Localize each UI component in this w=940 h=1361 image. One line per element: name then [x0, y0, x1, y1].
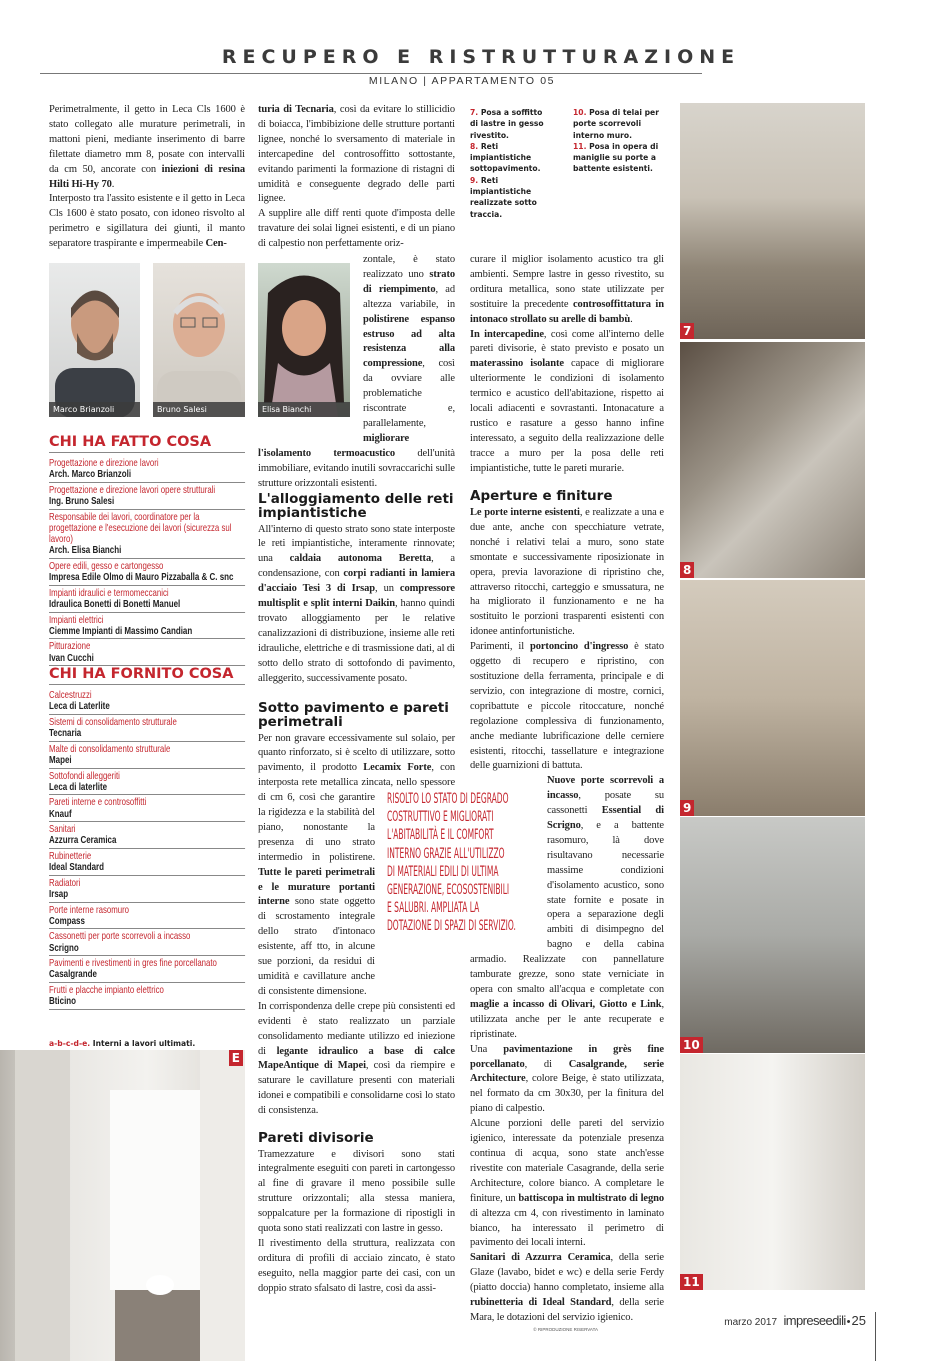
text-run: Il rivestimento della struttura, realizzata con orditura di profili di acciaio zincato, è stato eseguito, nella maggior parte dei casi, con un doppio strato sfalsato di lastre, così da assi-	[258, 1237, 455, 1294]
credits-box-chi-ha-fornito	[49, 666, 245, 1038]
section-heading: Sotto pavimento e pareti perimetrali	[258, 699, 449, 730]
photo-badge: 7	[680, 323, 694, 339]
text-run: A supplire alle diff renti quote d'imposta delle travature dei solai lignei esistenti, e di un piano di calpestio non perfettamente oriz-	[258, 208, 455, 250]
photo-captions-right	[573, 107, 665, 175]
text-run: , così come all'interno delle pareti divisorie, è stato previsto e posato un	[470, 328, 664, 355]
text-run: In corrispondenza delle crepe più consistenti ed evidenti è stato realizzato un parziale consolidamento mediante utilizzo ed iniezione di	[258, 1000, 455, 1057]
credit-name: Ing. Bruno Salesi	[49, 495, 115, 508]
text-run: è stato oggetto di recupero e ripristino, con sostituzione della ferramenta, principale e di servizio, con integrazione di mostre, cornici, copribattute e piccole ritoccature, nonché regolazione complessiva di funzionamento, anche mediante lubrificazione delle cerniere esistenti, ritocchi, tassellature e integrazione delle guarnizioni di battuta.	[470, 641, 664, 772]
credit-item	[49, 559, 245, 586]
section-title: RECUPERO E RISTRUTTURAZIONE	[221, 46, 741, 68]
bold-text: portoncino d'ingresso	[529, 641, 629, 653]
bold-text: maglie a incasso di Olivari, Giotto e Link	[470, 998, 662, 1010]
text-run: Tramezzature e divisori sono stati integralmente eseguiti con pareti in cartongesso al fine di gravare il meno possibile sulle strutture orizzontali; alla stessa maniera, soppalcature per la formazione di ripostigli in quota sono stati realizzati con lastre in gesso.	[258, 1148, 455, 1235]
portrait-float	[258, 253, 363, 433]
credit-name: Azzurra Ceramica	[49, 834, 117, 847]
text-run: , di	[524, 1058, 569, 1070]
text-run: Per non gravare eccessivamente sul solaio, per quanto rinforzato, si è scelto di utilizzare, sotto pavimento, il prodotto	[258, 732, 455, 774]
credit-role: Sistemi di consolidamento strutturale	[49, 716, 177, 728]
credit-role: Impianti idraulici e termomeccanici	[49, 587, 169, 599]
bold-text: pavimentazione in grès fine porcellanato	[470, 1043, 664, 1070]
text-run: , un	[375, 583, 400, 595]
caption-number: 9.	[470, 175, 479, 185]
column-2-section-alloggiamento	[258, 492, 455, 701]
credit-role: Porte interne rasomuro	[49, 904, 130, 916]
column-3-text-top	[470, 253, 664, 489]
paragraph	[470, 253, 664, 328]
column-3-section-aperture	[470, 489, 664, 774]
paragraph	[258, 1148, 455, 1237]
text-run: , ad altezza variabile, in	[363, 283, 456, 310]
photo-caption	[470, 175, 550, 220]
paragraph	[470, 640, 664, 774]
portrait-row	[49, 263, 245, 417]
text-run: , posate su cassonetti	[547, 790, 664, 817]
column-2-text-top	[258, 103, 455, 253]
credit-name: Scrigno	[49, 941, 79, 954]
paragraph	[49, 192, 245, 252]
credit-name: Impresa Edile Olmo di Mauro Pizzaballa & C. snc	[49, 571, 234, 584]
section-heading: Pareti divisorie	[258, 1129, 374, 1146]
paragraph	[470, 1117, 664, 1251]
text-run: , così da ovviare alle problematiche riscontrate e, parallelamente,	[363, 358, 455, 429]
page-footer	[700, 1312, 866, 1330]
credit-name: Knauf	[49, 807, 72, 820]
photo-caption	[470, 107, 550, 141]
bold-text: materassino isolante	[470, 358, 564, 370]
text-run: , della serie Glaze (lavabo, bidet e wc) e della serie Ferdy (piatto doccia) hanno completato, insieme alla	[470, 1252, 664, 1294]
bold-text: Le porte interne esistenti	[470, 507, 580, 518]
bold-text: migliorare l'isolamento termoacustico	[258, 432, 410, 459]
photo-captions-left	[470, 107, 550, 220]
paragraph	[470, 1251, 664, 1326]
bold-text: legante idraulico a base di calce MapeAntique di Mapei	[258, 1045, 455, 1072]
caption-text: Reti impiantistiche sottopavimento.	[470, 141, 541, 174]
footer-separator: •	[846, 1316, 851, 1328]
text-run: capace di migliorare ulteriormente le condizioni di isolamento termico e acustico dell'abitazione, rispetto ai locali adiacenti e sovrastanti. Intonacature a rustico e rasature a gesso hanno infine interessato, a seguito della realizzazione delle tracce a muro per la posa delle reti impiantistiche, tutte le pareti murarie.	[470, 358, 664, 474]
text-run: , e realizzate a una e due ante, anche con specchiature vetrate, nonché i relativi telai a muro, sono state smontate e successivamente riposizionate in opera, previa lavorazione di ripristino che, attraverso ritocchi, carteggio e smussatura, ne ha migliorato il funzionamento e ne ha sostituito le porzioni trasparenti esistenti con idonee antinfortunistiche.	[470, 507, 664, 638]
credit-role: Pavimenti e rivestimenti in gres fine porcellanato	[49, 958, 217, 970]
portrait-caption: Elisa Bianchi	[258, 402, 350, 417]
portrait-image	[153, 263, 245, 417]
photo-badge: 9	[680, 800, 694, 816]
text-run: , della serie Mara, le dotazioni del servizio igienico.	[470, 1297, 664, 1323]
credit-name: Tecnaria	[49, 727, 82, 740]
portrait-image	[49, 263, 140, 417]
credit-item	[49, 876, 245, 903]
text-run: Perimetralmente, il getto in Leca Cls 1600 è stato collegato alle murature perimetrali, in mattoni pieni, mediante inserimento di barre filettate diametro mm 8, posate con intervalli da cm 50, ancorate con	[49, 104, 245, 175]
portrait-elisa-bianchi	[258, 263, 350, 417]
credit-role: Calcestruzzi	[49, 690, 92, 702]
bold-text: polistirene espanso estruso ad alta resistenza alla compressione	[363, 313, 455, 370]
section-heading: L'alloggiamento delle reti impiantistiche	[258, 490, 454, 521]
credit-item	[49, 639, 245, 666]
credits-list-chi-ha-fornito	[49, 688, 245, 1010]
page-number: 25	[851, 1313, 866, 1328]
credit-role: Progettazione e direzione lavori	[49, 458, 159, 469]
caption-text: Posa in opera di maniglie su porte a battente esistenti.	[573, 141, 659, 174]
column-2	[258, 103, 455, 1297]
credit-role: Rubinetterie	[49, 850, 92, 862]
credit-name: Ivan Cucchi	[49, 651, 94, 664]
caption-number: 11.	[573, 141, 587, 151]
bold-text: strato di riempimento	[363, 268, 455, 295]
credit-item	[49, 586, 245, 613]
credits-list-chi-ha-fatto	[49, 456, 245, 666]
footer-rule	[875, 1312, 876, 1361]
photo-badge: 10	[680, 1037, 703, 1053]
photo-badge: 11	[680, 1274, 703, 1290]
text-run: di altezza cm 4, con rivestimento in laminato bianco, ha interessato il perimetro di pavimento dei locali interni.	[470, 1207, 664, 1249]
caption-text: Interni a lavori ultimati.	[90, 1039, 196, 1049]
construction-photo-9	[680, 580, 865, 816]
credit-item	[49, 983, 245, 1010]
text-run: sono state oggetto di scrostamento integrale dello strato d'intonaco esistente, aff tto, in alcune sue porzioni, da residui di umidità e cavillature anche di consistente dimensione.	[258, 896, 375, 997]
title-rule	[40, 73, 702, 74]
credits-heading-chi-ha-fornito: CHI HA FORNITO COSA	[49, 666, 245, 685]
credit-item	[49, 688, 245, 715]
text-run: All'interno di questo strato sono state interposte le reti impiantistiche, interamente rinnovate; una	[258, 523, 455, 565]
magazine-name: impreseedili	[783, 1313, 846, 1328]
text-run: , con interposta rete metallica zincata, nello spessore di cm 6, così che garantire la rigidezza e la stabilità del piano, nonostante la presenza di uno strato intermedio in polistirene.	[258, 762, 455, 863]
caption-number: 8.	[470, 141, 479, 151]
credit-item	[49, 795, 245, 822]
bold-text: caldaia autonoma Beretta	[289, 553, 432, 565]
credit-role: Responsabile dei lavori, coordinatore per la progettazione e l'esecuzione dei lavori (sicurezza sul lavoro)	[49, 511, 232, 546]
credit-role: Opere edili, gesso e cartongesso	[49, 560, 164, 572]
bold-text: Cen-	[205, 238, 227, 250]
text-run: , a condensazione, con	[258, 553, 455, 580]
credit-name: Bticino	[49, 995, 77, 1008]
photo-badge: 8	[680, 562, 694, 578]
paragraph	[470, 1043, 664, 1118]
caption-text: Reti impiantistiche realizzate sotto traccia.	[470, 175, 537, 219]
bold-text: Lecamix Forte	[363, 762, 432, 774]
paragraph	[258, 523, 455, 687]
credit-item	[49, 903, 245, 930]
bold-text: iniezioni di resina Hilti Hi-Hy 70	[49, 163, 245, 190]
credits-heading-chi-ha-fatto: CHI HA FATTO COSA	[49, 434, 245, 453]
credit-item	[49, 769, 245, 796]
text-run: , hanno quindi trovato alloggiamento per le relative canalizzazioni di distribuzione, insieme alle reti idrauliche, elettriche e di trasmissione dati, al di sotto dello strato di sottofondo di pavimento, alleggerito, successivamente posato.	[258, 598, 455, 684]
photo-badge: E	[229, 1050, 243, 1066]
bold-text: Casalgrande, serie Architecture	[470, 1058, 664, 1085]
credit-item	[49, 483, 245, 510]
photo-caption	[470, 141, 550, 175]
credit-name: Ideal Standard	[49, 861, 104, 874]
portrait-image	[258, 263, 350, 417]
credit-item	[49, 822, 245, 849]
credit-name: Leca di Laterlite	[49, 700, 110, 713]
text-run: dell'unità immobiliare, evitando inutili sovraccarichi sulle strutture orizzontali esistenti.	[258, 447, 455, 489]
bold-text: controsoffittatura in intonaco strollato su arelle di bambù	[470, 298, 664, 325]
paragraph	[470, 506, 664, 640]
column-3	[470, 253, 664, 1333]
credit-role: Radiatori	[49, 877, 81, 889]
text-run: curare il miglior isolamento acustico tra gli ambienti. Sempre lastre in gesso rivestito, su orditura metallica, sono state utilizzate per sostituire la precedente	[470, 254, 664, 310]
copyright-note: © RIPRODUZIONE RISERVATA	[533, 1326, 598, 1332]
column-1-text	[49, 103, 245, 263]
bold-text: compressore multisplit e split interni Daikin	[258, 583, 455, 610]
paragraph	[470, 328, 664, 477]
paragraph	[258, 207, 455, 252]
photo-caption	[573, 141, 665, 175]
bold-text: Sanitari di Azzurra Ceramica	[470, 1252, 611, 1264]
credit-name: Irsap	[49, 888, 69, 901]
credit-role: Cassonetti per porte scorrevoli a incasso	[49, 931, 191, 943]
credit-item	[49, 510, 245, 559]
credit-name: Casalgrande	[49, 968, 97, 981]
caption-number: 10.	[573, 108, 587, 117]
credit-name: Ciemme Impianti di Massimo Candian	[49, 624, 193, 637]
paragraph	[258, 103, 455, 207]
quote-wrap-spacer	[470, 774, 547, 946]
credit-role: Pareti interne e controsoffitti	[49, 797, 147, 809]
text-run: , colore Beige, è stato utilizzata, nel formato da cm 30x30, per la finitura del piano di calpestio.	[470, 1073, 664, 1115]
text-run: , così da riempire e saturare le cavillature presenti con materiali idonei e compatibili e consolidarne così lo stato di consistenza.	[258, 1060, 455, 1117]
bold-text: In intercapedine	[470, 328, 544, 340]
caption-text: Posa di telai per porte scorrevoli interno muro.	[573, 108, 659, 140]
caption-number: a-b-c-d-e.	[49, 1039, 91, 1049]
credit-name: Mapei	[49, 754, 72, 767]
credit-role: Pitturazione	[49, 641, 91, 653]
text-run: Alcune porzioni delle pareti del servizio igienico, interessate da potenziale presenza continua di acqua, sono state anch'esse rivestite con materiale Casagrande, della serie Architecture, colore bianco. A completare le finiture, un	[470, 1118, 664, 1204]
credit-item	[49, 929, 245, 956]
text-run: zontale, è stato realizzato uno	[363, 254, 455, 280]
pull-quote: RISOLTO LO STATO DI DEGRADO COSTRUTTIVO E MIGLIORATI L'ABITABILITÀ E IL COMFORT INTERNO GRAZIE ALL'UTILIZZO DI MATERIALI EDILI DI ULTIMA GENERAZIONE, ECOSOSTENIBILI E SALUBRI. AMPLIATA LA DOTAZIONE DI SPAZI DI SERVIZIO.	[387, 791, 516, 935]
bold-text: corpi radianti in lamiera d'acciaio Tesi 3 di Irsap	[258, 568, 455, 595]
credit-role: Progettazione e direzione lavori opere strutturali	[49, 484, 216, 496]
portrait-caption: Marco Brianzoli	[49, 402, 140, 417]
credits-box-chi-ha-fatto	[49, 434, 245, 666]
construction-photo-8	[680, 342, 865, 578]
paragraph	[258, 1237, 455, 1297]
credit-name: Leca di laterlite	[49, 780, 108, 793]
credit-name: Arch. Marco Brianzoli	[49, 468, 132, 481]
section-subtitle: MILANO | APPARTAMENTO 05	[368, 75, 556, 87]
credit-role: Sanitari	[49, 824, 76, 836]
column-2-text-photo-wrap	[258, 253, 455, 492]
text-run: , e a battente rasomuro, là dove risultavano necessarie massime condizioni d'isolamento acustico, sono state fornite e posate in opera a separazione degli ambiti di disimpegno del bagno e della cabina armadio. Realizzate con pannellature tamburate grezze, sono state verniciate in opera con smalto all'acqua e completate con	[470, 820, 664, 995]
bold-text: rubinetteria di Ideal Standard	[470, 1297, 612, 1309]
column-2-section-pareti-divisorie	[258, 1131, 455, 1297]
credit-item	[49, 456, 245, 483]
caption-number: 7.	[470, 108, 479, 117]
credit-item	[49, 849, 245, 876]
credit-name: Idraulica Bonetti di Bonetti Manuel	[49, 598, 181, 611]
construction-photo-10	[680, 817, 865, 1053]
column-3-text-bottom	[470, 774, 664, 1326]
construction-photo-11	[680, 1054, 865, 1290]
paragraph	[258, 1000, 455, 1119]
section-heading: Aperture e finiture	[470, 488, 613, 504]
credit-item	[49, 715, 245, 742]
bathroom-image	[0, 1050, 245, 1361]
credit-role: Malte di consolidamento strutturale	[49, 743, 171, 755]
credit-item	[49, 956, 245, 983]
credit-role: Sottofondi alleggeriti	[49, 770, 120, 782]
credit-role: Impianti elettrici	[49, 614, 104, 626]
text-run: Parimenti, il	[470, 641, 530, 653]
portrait-marco-brianzoli	[49, 263, 140, 417]
credit-name: Compass	[49, 914, 85, 927]
text-run: .	[111, 178, 115, 190]
credit-name: Arch. Elisa Bianchi	[49, 544, 122, 557]
construction-photo-7	[680, 103, 865, 339]
caption-text: Posa a soffitto di lastre in gesso rivestito.	[470, 108, 544, 140]
portrait-caption: Bruno Salesi	[153, 402, 245, 417]
credit-item	[49, 613, 245, 640]
text-run: .	[630, 313, 633, 325]
text-run: Interposto tra l'assito esistente e il getto in Leca Cls 1600 è stato posato, con idoneo risvolto al perimetro e sigillatura dei giunti, il manto separatore traspirante e impermeabile	[49, 193, 245, 250]
paragraph	[49, 103, 245, 192]
text-run: , utilizzata anche per le ante recuperate e ripristinate.	[470, 998, 664, 1040]
credit-item	[49, 742, 245, 769]
photo-caption	[573, 107, 665, 141]
bold-text: turia di Tecnaria	[258, 104, 334, 115]
bold-text: Tutte le pareti perimetrali e le murature portanti interne	[258, 866, 375, 908]
portrait-bruno-salesi	[153, 263, 245, 417]
column-1	[49, 103, 245, 1052]
credit-role: Frutti e placche impianto elettrico	[49, 984, 164, 996]
bold-text: Nuove porte scorrevoli a incasso	[547, 775, 664, 802]
bold-text: Essential di Scrigno	[547, 805, 664, 832]
text-run: , così da evitare lo stillicidio di boiacca, l'imbibizione delle strutture portanti lignee, nonché lo sversamento di materiale in intercapedine del controsoffitto sottostante, evitando parimenti la formazione di ristagni di umidità e conseguente degrado delle parti lignee.	[258, 104, 455, 205]
bold-text: battiscopa in multistrato di legno	[518, 1192, 665, 1204]
text-run: Una	[470, 1043, 504, 1055]
issue-date: marzo 2017	[724, 1317, 778, 1328]
interior-photo	[0, 1050, 245, 1361]
